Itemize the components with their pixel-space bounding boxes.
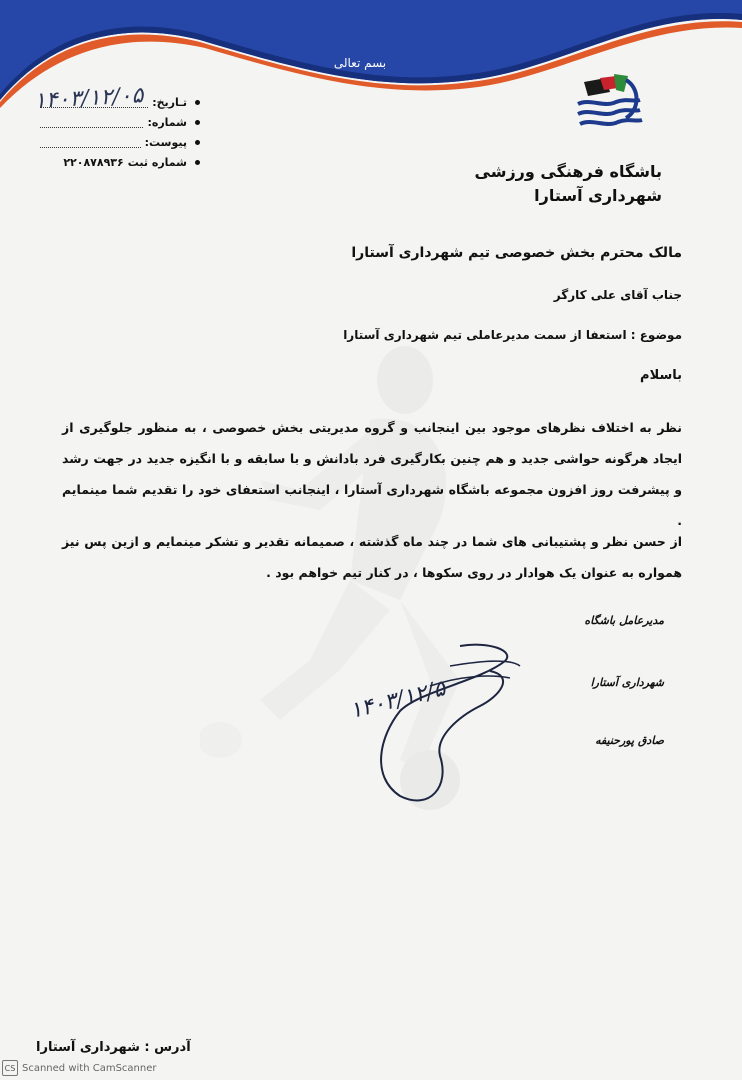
letter-greeting: باسلام xyxy=(640,368,682,383)
meta-date-label: تـاریخ: xyxy=(152,95,187,109)
meta-number-dots xyxy=(40,117,143,128)
signature-name: صادق پورحنیفه xyxy=(595,734,664,747)
meta-reg-value: ۲۲۰۸۷۸۹۳۶ xyxy=(63,155,124,169)
bullet-icon xyxy=(195,100,200,105)
meta-attachment-label: پیوست: xyxy=(144,135,187,149)
meta-registration xyxy=(40,152,200,172)
letter-subject: موضوع : استعفا از سمت مدیرعاملی تیم شهرداری آستارا xyxy=(343,328,682,342)
meta-date-dots xyxy=(40,97,148,108)
letter-meta xyxy=(40,92,200,172)
club-emblem-icon xyxy=(570,70,650,142)
bismillah-header: بسم تعالی xyxy=(333,56,387,70)
camscanner-icon: CS xyxy=(2,1060,18,1076)
bullet-icon xyxy=(195,140,200,145)
camscanner-text: Scanned with CamScanner xyxy=(22,1062,157,1074)
meta-attachment-dots xyxy=(40,137,141,148)
footer-address: آدرس : شهرداری آستارا xyxy=(36,1040,191,1055)
signature-org: شهرداری آستارا xyxy=(590,676,664,689)
letter-addressee: مالک محترم بخش خصوصی تیم شهرداری آستارا xyxy=(351,245,682,261)
meta-attachment xyxy=(40,132,200,152)
meta-date xyxy=(40,92,200,112)
handwritten-date-top: ۱۴۰۳/۱۲/۰۵ xyxy=(33,83,144,114)
meta-number-label: شماره: xyxy=(147,115,187,129)
club-name-line1: باشگاه فرهنگی ورزشی xyxy=(474,162,662,181)
handwritten-signature-icon xyxy=(340,636,540,816)
bullet-icon xyxy=(195,160,200,165)
letter-salutation: جناب آقای علی کارگر xyxy=(553,288,682,302)
meta-number xyxy=(40,112,200,132)
bullet-icon xyxy=(195,120,200,125)
signature-date: ۱۴۰۳/۱۲/۵ xyxy=(347,676,449,725)
meta-reg-label: شماره ثبت xyxy=(127,155,187,169)
club-name-line2: شهرداری آستارا xyxy=(534,186,662,205)
letter-paragraph-2: از حسن نظر و پشتیبانی های شما در چند ماه گذشته ، صمیمانه تقدیر و تشکر مینمایم و ازین پس نیز همواره به عنوان یک هوادار در روی سکوها ، در کنار تیم خواهم بود . xyxy=(62,534,682,580)
camscanner-watermark xyxy=(2,1060,157,1076)
club-name xyxy=(475,160,662,208)
signature-title: مدیرعامل باشگاه xyxy=(584,614,664,627)
letter-paragraph-1: نظر به اختلاف نظرهای موجود بین اینجانب و گروه مدیریتی بخش خصوصی ، به منظور جلوگیری از ایجاد هرگونه حواشی جدید و هم چنین بکارگیری فرد بادانش و با سابقه و با انگیزه جدید در جهت رشد و پیشرفت روز افزون مجموعه باشگاه شهرداری آستارا ، اینجانب استعفای خود را تقدیم شما مینمایم . xyxy=(62,420,682,528)
